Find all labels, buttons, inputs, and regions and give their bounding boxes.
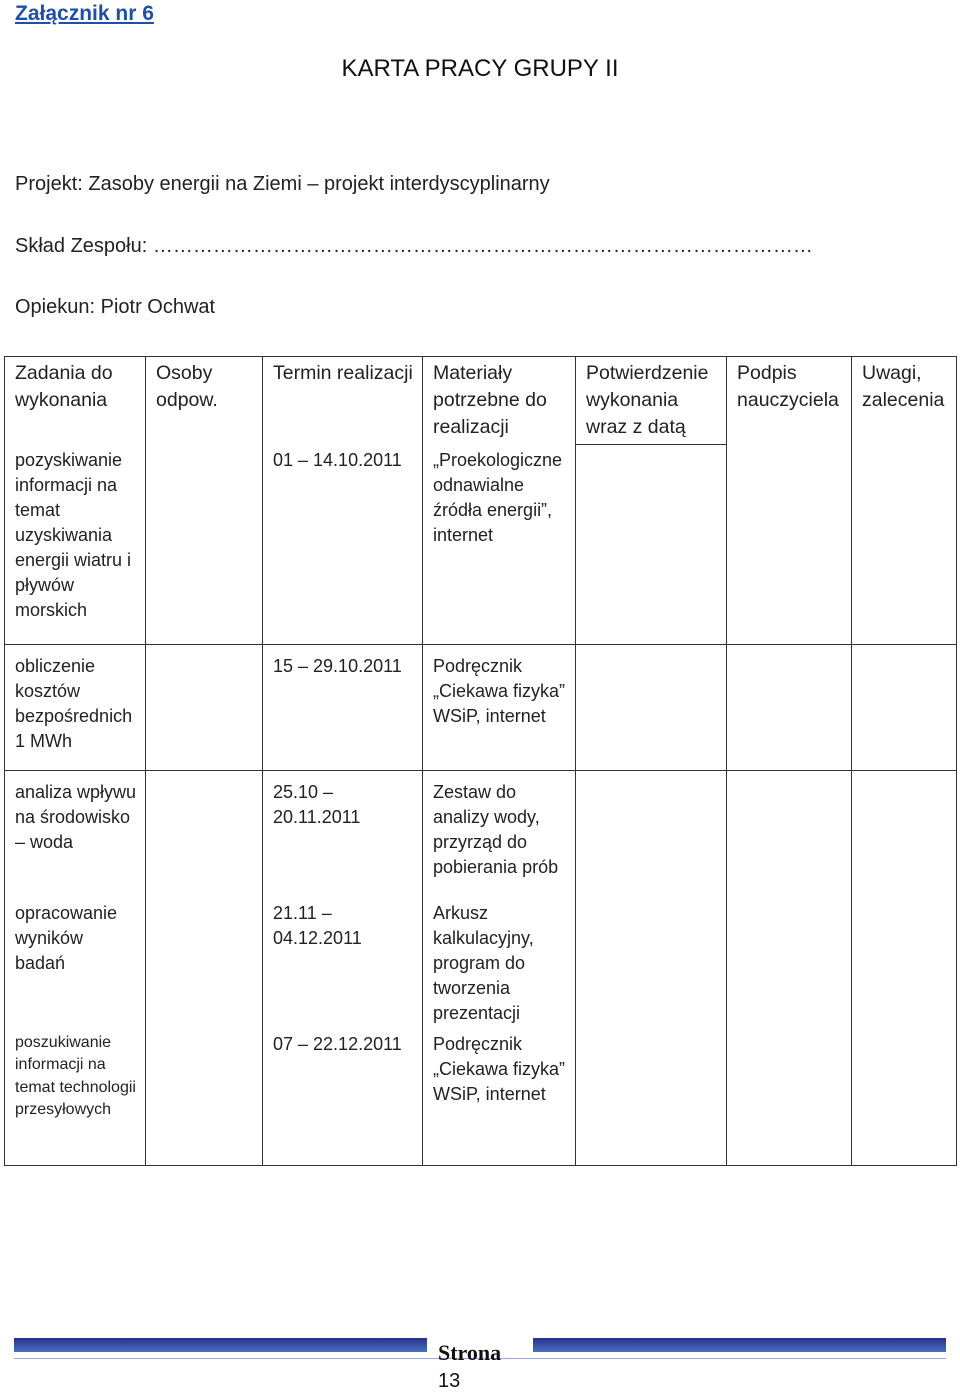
materials-cell: „Proekologiczne odnawialne źródła energii”, internet (423, 445, 576, 645)
page-title: KARTA PRACY GRUPY II (341, 55, 619, 82)
persons-cell (146, 898, 263, 1029)
materials-cell: Podręcznik „Ciekawa fizyka” WSiP, internet (423, 1029, 576, 1166)
deadline-cell: 07 – 22.12.2011 (263, 1029, 423, 1166)
table-row (5, 645, 957, 771)
signature-cell (727, 1029, 852, 1166)
confirmation-cell (576, 898, 727, 1029)
remarks-cell (852, 771, 957, 898)
signature-cell (727, 645, 852, 771)
footer-bar-left (14, 1338, 427, 1352)
supervisor-line: Opiekun: Piotr Ochwat (15, 296, 216, 318)
deadline-cell: 01 – 14.10.2011 (263, 445, 423, 645)
deadline-cell: 15 – 29.10.2011 (263, 645, 423, 771)
remarks-cell (852, 898, 957, 1029)
task-cell: poszukiwanie informacji na temat technologii przesyłowych (5, 1029, 146, 1166)
header-tasks: Zadania do wykonania (5, 357, 146, 445)
footer-bar-right (533, 1338, 946, 1352)
confirmation-cell (576, 645, 727, 771)
remarks-cell (852, 645, 957, 771)
deadline-cell: 25.10 – 20.11.2011 (263, 771, 423, 898)
table-header-row (5, 357, 957, 445)
project-line: Projekt: Zasoby energii na Ziemi – projekt interdyscyplinarny (15, 173, 550, 195)
task-cell: obliczenie kosztów bezpośrednich 1 MWh (5, 645, 146, 771)
footer-page-number: 13 (438, 1370, 461, 1392)
task-cell: pozyskiwanie informacji na temat uzyskiwania energii wiatru i pływów morskich (5, 445, 146, 645)
table-row (5, 898, 957, 1029)
header-confirmation: Potwierdzenie wykonania wraz z datą (576, 357, 727, 445)
task-cell: analiza wpływu na środowisko – woda (5, 771, 146, 898)
header-remarks: Uwagi, zalecenia (852, 357, 957, 645)
persons-cell (146, 1029, 263, 1166)
persons-cell (146, 771, 263, 898)
task-cell: opracowanie wyników badań (5, 898, 146, 1029)
work-card-table (4, 356, 957, 1166)
confirmation-cell (576, 445, 727, 645)
footer-page-label: Strona (438, 1340, 502, 1365)
confirmation-cell (576, 1029, 727, 1166)
header-persons: Osoby odpow. (146, 357, 263, 645)
signature-cell (727, 771, 852, 898)
attachment-label: Załącznik nr 6 (15, 2, 154, 25)
materials-cell: Podręcznik „Ciekawa fizyka” WSiP, internet (423, 645, 576, 771)
materials-cell: Arkusz kalkulacyjny, program do tworzenia prezentacji (423, 898, 576, 1029)
header-signature: Podpis nauczyciela (727, 357, 852, 645)
header-deadline: Termin realizacji (263, 357, 423, 445)
deadline-cell: 21.11 – 04.12.2011 (263, 898, 423, 1029)
persons-cell (146, 645, 263, 771)
materials-cell: Zestaw do analizy wody, przyrząd do pobierania prób (423, 771, 576, 898)
header-materials: Materiały potrzebne do realizacji (423, 357, 576, 445)
table-row (5, 771, 957, 898)
confirmation-cell (576, 771, 727, 898)
remarks-cell (852, 1029, 957, 1166)
team-line: Skład Zespołu: ……………………………………………………………………………………… (15, 235, 813, 257)
table-row (5, 1029, 957, 1166)
signature-cell (727, 898, 852, 1029)
